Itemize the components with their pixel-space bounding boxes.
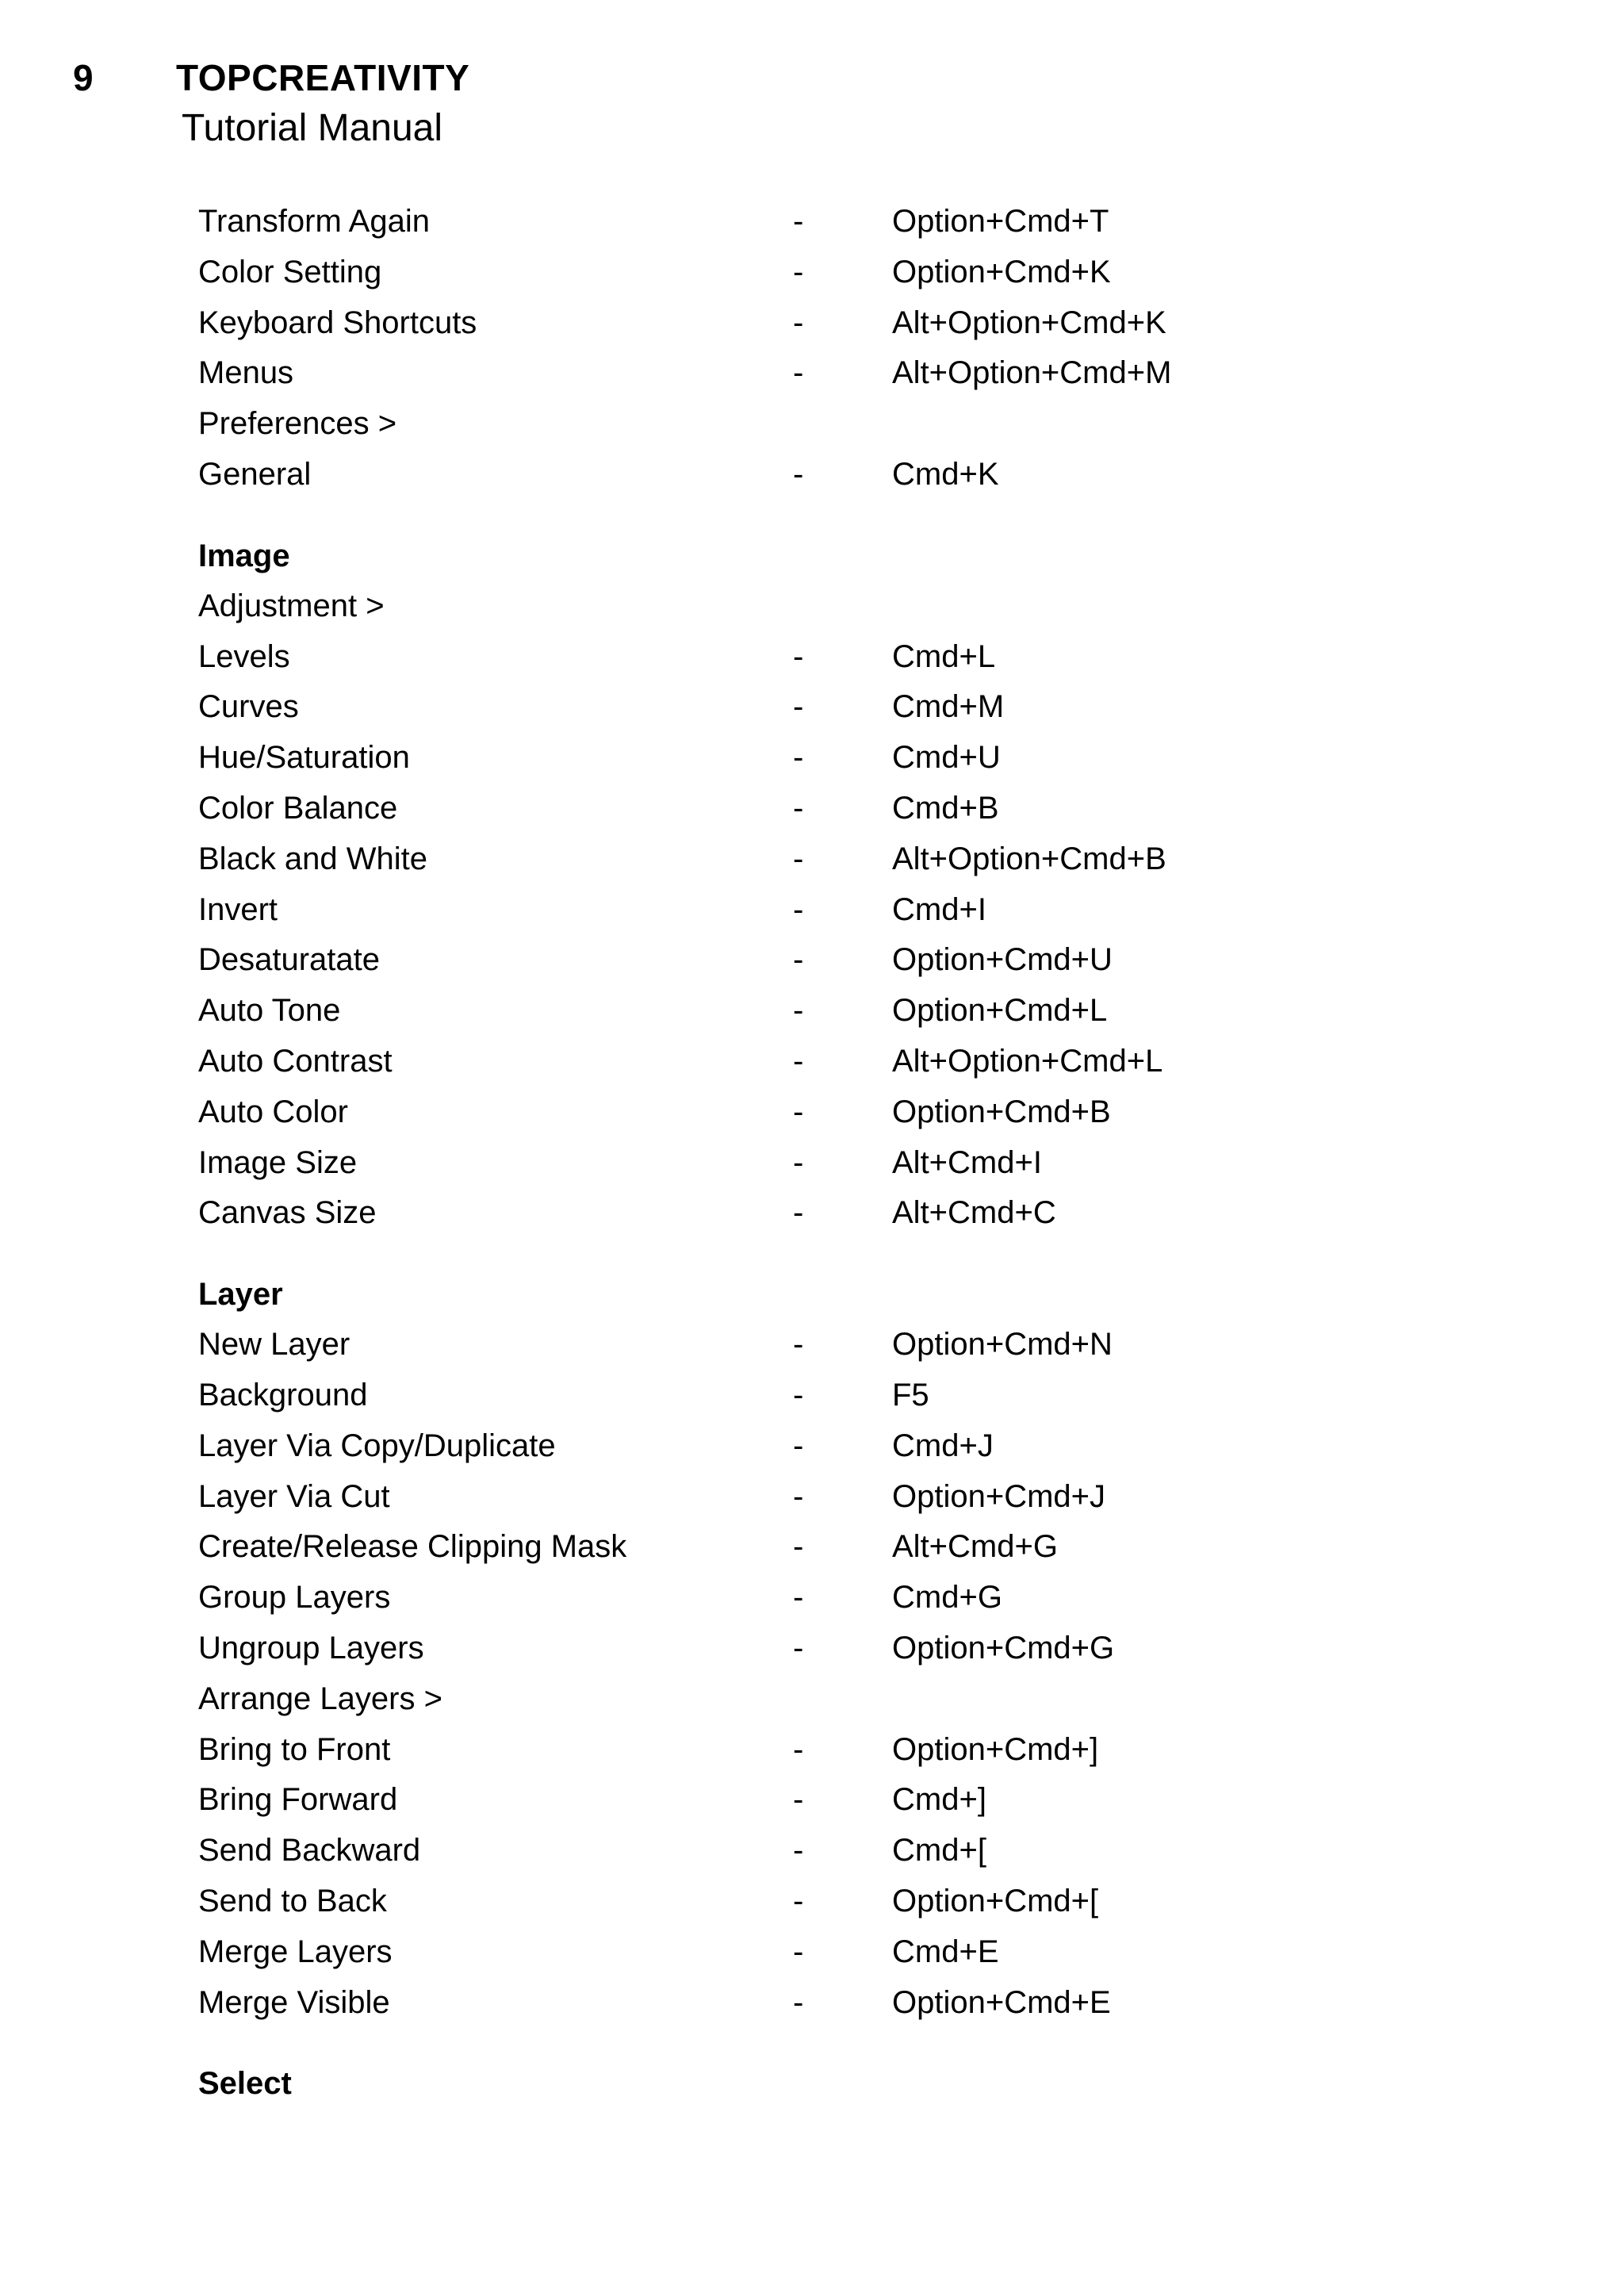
shortcut-keys: Option+Cmd+L xyxy=(892,993,1108,1029)
separator-dash: - xyxy=(793,1094,804,1129)
shortcut-row xyxy=(198,1472,1467,1523)
command-label: Group Layers xyxy=(198,1580,391,1616)
shortcut-row xyxy=(198,450,1467,500)
command-label: Bring Forward xyxy=(198,1782,398,1818)
shortcut-keys: Cmd+] xyxy=(892,1782,986,1818)
shortcut-keys: Alt+Cmd+G xyxy=(892,1529,1058,1565)
separator-dash: - xyxy=(793,1630,804,1665)
separator-dash: - xyxy=(793,942,804,978)
shortcut-keys: Cmd+K xyxy=(892,456,999,492)
shortcut-row xyxy=(198,399,1467,450)
shortcut-keys: Option+Cmd+] xyxy=(892,1731,1099,1767)
shortcut-keys: Cmd+L xyxy=(892,638,996,674)
shortcut-keys: Cmd+J xyxy=(892,1428,994,1463)
shortcut-keys: Option+Cmd+J xyxy=(892,1478,1106,1514)
command-label: Curves xyxy=(198,689,299,725)
shortcut-row xyxy=(198,1623,1467,1674)
shortcut-row xyxy=(198,1320,1467,1370)
command-label: Ungroup Layers xyxy=(198,1630,424,1665)
separator-dash: - xyxy=(793,1934,804,1969)
shortcut-row xyxy=(198,581,1467,632)
separator-dash: - xyxy=(793,254,804,289)
section-heading: Image xyxy=(198,538,290,573)
document-subtitle: Tutorial Manual xyxy=(182,107,443,149)
command-label: Bring to Front xyxy=(198,1731,391,1767)
shortcut-row xyxy=(198,682,1467,733)
command-label: Levels xyxy=(198,638,290,674)
separator-dash: - xyxy=(793,790,804,826)
shortcut-keys: Option+Cmd+N xyxy=(892,1327,1113,1363)
shortcut-row xyxy=(198,197,1467,247)
shortcut-section xyxy=(198,2058,1467,2109)
separator-dash: - xyxy=(793,689,804,725)
page-number: 9 xyxy=(73,57,94,98)
shortcut-row xyxy=(198,1826,1467,1876)
shortcut-row xyxy=(198,1087,1467,1138)
shortcut-keys: Option+Cmd+B xyxy=(892,1094,1111,1129)
command-label: Menus xyxy=(198,355,294,391)
separator-dash: - xyxy=(793,355,804,391)
shortcut-row xyxy=(198,1876,1467,1927)
separator-dash: - xyxy=(793,1782,804,1818)
command-label: Color Setting xyxy=(198,254,382,289)
shortcut-section xyxy=(198,1269,1467,2028)
command-label: General xyxy=(198,456,312,492)
separator-dash: - xyxy=(793,1984,804,2020)
separator-dash: - xyxy=(793,1428,804,1463)
command-label: Auto Color xyxy=(198,1094,348,1129)
separator-dash: - xyxy=(793,841,804,876)
separator-dash: - xyxy=(793,1195,804,1231)
shortcut-row xyxy=(198,1775,1467,1826)
shortcut-row xyxy=(198,1138,1467,1189)
shortcut-row xyxy=(198,1522,1467,1573)
shortcut-row xyxy=(198,935,1467,986)
shortcut-row xyxy=(198,1978,1467,2029)
command-label: Preferences > xyxy=(198,406,397,442)
shortcut-keys: Cmd+I xyxy=(892,891,986,927)
command-label: Send to Back xyxy=(198,1883,387,1918)
shortcut-keys: Option+Cmd+U xyxy=(892,942,1113,978)
shortcut-row xyxy=(198,1674,1467,1725)
shortcut-row xyxy=(198,1037,1467,1087)
command-label: Merge Visible xyxy=(198,1984,390,2020)
separator-dash: - xyxy=(793,1883,804,1918)
command-label: Keyboard Shortcuts xyxy=(198,305,477,340)
separator-dash: - xyxy=(793,305,804,340)
shortcut-keys: Option+Cmd+K xyxy=(892,254,1111,289)
shortcut-keys: Cmd+G xyxy=(892,1580,1002,1616)
command-label: Invert xyxy=(198,891,278,927)
separator-dash: - xyxy=(793,456,804,492)
shortcut-keys: Alt+Option+Cmd+K xyxy=(892,305,1166,340)
separator-dash: - xyxy=(793,1731,804,1767)
command-label: Transform Again xyxy=(198,204,430,239)
shortcut-row xyxy=(198,1573,1467,1623)
section-heading: Layer xyxy=(198,1277,283,1313)
shortcut-keys: Cmd+[ xyxy=(892,1833,986,1869)
separator-dash: - xyxy=(793,1144,804,1180)
command-label: Adjustment > xyxy=(198,588,385,623)
separator-dash: - xyxy=(793,740,804,776)
separator-dash: - xyxy=(793,1043,804,1079)
separator-dash: - xyxy=(793,1580,804,1616)
command-label: Black and White xyxy=(198,841,428,876)
command-label: Desaturatate xyxy=(198,942,381,978)
command-label: Background xyxy=(198,1377,368,1412)
brand-title: TOPCREATIVITY xyxy=(176,57,470,98)
section-heading: Select xyxy=(198,2066,292,2102)
shortcut-row xyxy=(198,1725,1467,1776)
separator-dash: - xyxy=(793,891,804,927)
shortcut-list xyxy=(198,197,1467,2109)
shortcut-keys: Cmd+U xyxy=(892,740,1001,776)
shortcut-row xyxy=(198,247,1467,298)
shortcut-keys: Option+Cmd+T xyxy=(892,204,1109,239)
command-label: Image Size xyxy=(198,1144,358,1180)
command-label: Arrange Layers > xyxy=(198,1681,442,1716)
command-label: Canvas Size xyxy=(198,1195,377,1231)
shortcut-section xyxy=(198,197,1467,500)
shortcut-keys: Alt+Cmd+C xyxy=(892,1195,1056,1231)
shortcut-keys: Alt+Option+Cmd+M xyxy=(892,355,1172,391)
shortcut-keys: Cmd+B xyxy=(892,790,999,826)
command-label: Layer Via Copy/Duplicate xyxy=(198,1428,556,1463)
command-label: Color Balance xyxy=(198,790,398,826)
shortcut-row xyxy=(198,885,1467,936)
shortcut-keys: Alt+Option+Cmd+B xyxy=(892,841,1166,876)
shortcut-row xyxy=(198,1370,1467,1421)
separator-dash: - xyxy=(793,1377,804,1412)
separator-dash: - xyxy=(793,1529,804,1565)
separator-dash: - xyxy=(793,638,804,674)
separator-dash: - xyxy=(793,204,804,239)
command-label: Hue/Saturation xyxy=(198,740,410,776)
command-label: Create/Release Clipping Mask xyxy=(198,1529,627,1565)
shortcut-keys: Option+Cmd+[ xyxy=(892,1883,1099,1918)
shortcut-keys: F5 xyxy=(892,1377,929,1412)
shortcut-keys: Alt+Cmd+I xyxy=(892,1144,1042,1180)
command-label: Auto Tone xyxy=(198,993,341,1029)
shortcut-row xyxy=(198,986,1467,1037)
shortcut-row xyxy=(198,834,1467,885)
shortcut-keys: Cmd+M xyxy=(892,689,1005,725)
shortcut-section xyxy=(198,531,1467,1239)
shortcut-keys: Option+Cmd+G xyxy=(892,1630,1115,1665)
command-label: Merge Layers xyxy=(198,1934,393,1969)
shortcut-keys: Alt+Option+Cmd+L xyxy=(892,1043,1163,1079)
shortcut-keys: Option+Cmd+E xyxy=(892,1984,1111,2020)
shortcut-row xyxy=(198,1188,1467,1239)
shortcut-row xyxy=(198,1421,1467,1472)
shortcut-keys: Cmd+E xyxy=(892,1934,999,1969)
separator-dash: - xyxy=(793,1833,804,1869)
separator-dash: - xyxy=(793,993,804,1029)
shortcut-row xyxy=(198,348,1467,399)
shortcut-row xyxy=(198,298,1467,349)
shortcut-row xyxy=(198,632,1467,683)
shortcut-row xyxy=(198,1927,1467,1978)
command-label: Send Backward xyxy=(198,1833,421,1869)
command-label: Layer Via Cut xyxy=(198,1478,390,1514)
command-label: Auto Contrast xyxy=(198,1043,393,1079)
separator-dash: - xyxy=(793,1327,804,1363)
shortcut-row xyxy=(198,733,1467,784)
command-label: New Layer xyxy=(198,1327,350,1363)
shortcut-row xyxy=(198,784,1467,834)
separator-dash: - xyxy=(793,1478,804,1514)
